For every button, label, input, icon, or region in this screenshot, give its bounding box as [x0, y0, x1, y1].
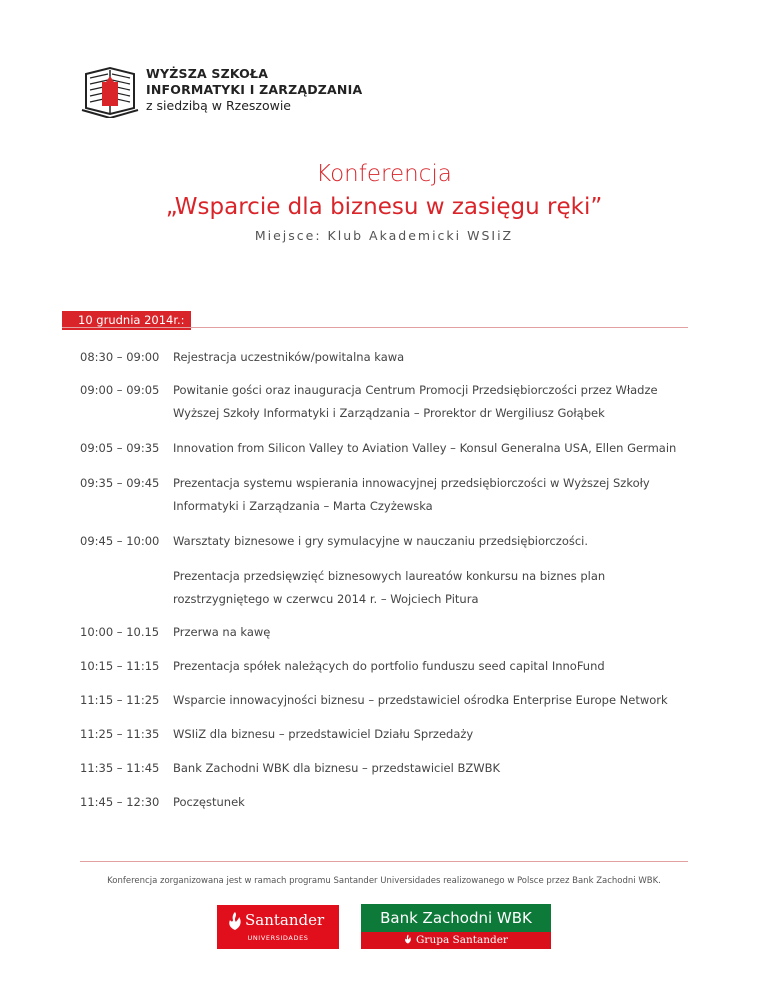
conference-place: Miejsce: Klub Akademicki WSIiZ: [254, 228, 514, 243]
agenda-row: [80, 346, 700, 369]
school-location: z siedzibą w Rzeszowie: [146, 98, 291, 113]
agenda-row: [80, 530, 700, 611]
agenda-description-line: Wsparcie innowacyjności biznesu – przedstawiciel ośrodka Enterprise Europe Network: [173, 693, 668, 707]
agenda-description: [173, 472, 700, 518]
agenda-time: 11:45 – 12:30: [80, 795, 160, 809]
agenda-description-line: [173, 553, 700, 565]
agenda-description: [173, 530, 700, 611]
date-badge: 10 grudnia 2014r.:: [62, 311, 191, 330]
agenda-row: [80, 689, 700, 712]
agenda-description-line: Innovation from Silicon Valley to Aviation Valley – Konsul Generalna USA, Ellen Germain: [173, 441, 677, 455]
agenda-row: [80, 621, 700, 644]
santander-flame-icon: [227, 911, 243, 931]
agenda-time: 11:35 – 11:45: [80, 761, 160, 775]
santander-brand: Santander: [245, 911, 325, 929]
bzwbk-group: Grupa Santander: [416, 934, 508, 946]
agenda-description-line: Poczęstunek: [173, 795, 245, 809]
date-divider: [62, 327, 688, 328]
agenda-description-line: Bank Zachodni WBK dla biznesu – przedstawiciel BZWBK: [173, 761, 501, 775]
agenda-description: [173, 346, 700, 369]
bzwbk-group-bar: [361, 932, 551, 949]
agenda-time: 11:25 – 11:35: [80, 727, 160, 741]
santander-flame-icon: [404, 934, 412, 944]
agenda-list: [80, 346, 700, 814]
santander-universidades-logo: [217, 905, 339, 949]
agenda-description-line: Prezentacja przedsięwzięć biznesowych laureatów konkursu na biznes plan: [173, 569, 606, 583]
agenda-description-line: Warsztaty biznesowe i gry symulacyjne w nauczaniu przedsiębiorczości.: [173, 534, 589, 548]
bzwbk-logo: [361, 904, 551, 949]
agenda-time: 10:15 – 11:15: [80, 659, 160, 673]
agenda-description: [173, 379, 700, 425]
agenda-description-line: Wyższej Szkoły Informatyki i Zarządzania – Prorektor dr Wergiliusz Gołąbek: [173, 406, 605, 420]
school-name-line2: INFORMATYKI I ZARZĄDZANIA: [146, 82, 363, 97]
agenda-description-line: Prezentacja spółek należących do portfolio funduszu seed capital InnoFund: [173, 659, 605, 673]
agenda-description: [173, 723, 700, 746]
conference-title: Konferencja: [316, 161, 452, 187]
agenda-description-line: Powitanie gości oraz inauguracja Centrum Promocji Przedsiębiorczości przez Władze: [173, 383, 658, 397]
agenda-description: [173, 757, 700, 780]
agenda-time: 11:15 – 11:25: [80, 693, 160, 707]
school-name-line1: WYŻSZA SZKOŁA: [146, 66, 269, 81]
school-header: [80, 62, 362, 118]
agenda-row: [80, 472, 700, 518]
agenda-description: [173, 437, 700, 460]
book-building-logo-icon: [80, 62, 140, 118]
agenda-row: [80, 757, 700, 780]
agenda-description-line: Rejestracja uczestników/powitalna kawa: [173, 350, 405, 364]
agenda-row: [80, 437, 700, 460]
agenda-time: 09:45 – 10:00: [80, 534, 160, 548]
footer-divider: [80, 861, 688, 862]
agenda-description: [173, 791, 700, 814]
agenda-time: 08:30 – 09:00: [80, 350, 160, 364]
agenda-description: [173, 689, 700, 712]
agenda-description-line: Przerwa na kawę: [173, 625, 271, 639]
agenda-time: 09:05 – 09:35: [80, 441, 160, 455]
agenda-description-line: rozstrzygniętego w czerwcu 2014 r. – Wojciech Pitura: [173, 592, 479, 606]
footer-note: Konferencja zorganizowana jest w ramach programu Santander Universidades realizowanego w Polsce przez Bank Zachodni WBK.: [107, 876, 661, 886]
agenda-row: [80, 655, 700, 678]
agenda-time: 10:00 – 10.15: [80, 625, 160, 639]
agenda-description-line: Informatyki i Zarządzania – Marta Czyżewska: [173, 499, 433, 513]
agenda-row: [80, 379, 700, 425]
agenda-description-line: WSIiZ dla biznesu – przedstawiciel Działu Sprzedaży: [173, 727, 474, 741]
santander-universidades: UNIVERSIDADES: [247, 934, 309, 942]
agenda-time: 09:35 – 09:45: [80, 476, 160, 490]
bzwbk-name: Bank Zachodni WBK: [361, 904, 551, 932]
agenda-description: [173, 655, 700, 678]
agenda-row: [80, 723, 700, 746]
agenda-row: [80, 791, 700, 814]
agenda-time: 09:00 – 09:05: [80, 383, 160, 397]
agenda-description-line: Prezentacja systemu wspierania innowacyjnej przedsiębiorczości w Wyższej Szkoły: [173, 476, 650, 490]
conference-subtitle: „Wsparcie dla biznesu w zasięgu ręki”: [165, 194, 603, 220]
conference-title-block: [0, 158, 768, 243]
agenda-description: [173, 621, 700, 644]
